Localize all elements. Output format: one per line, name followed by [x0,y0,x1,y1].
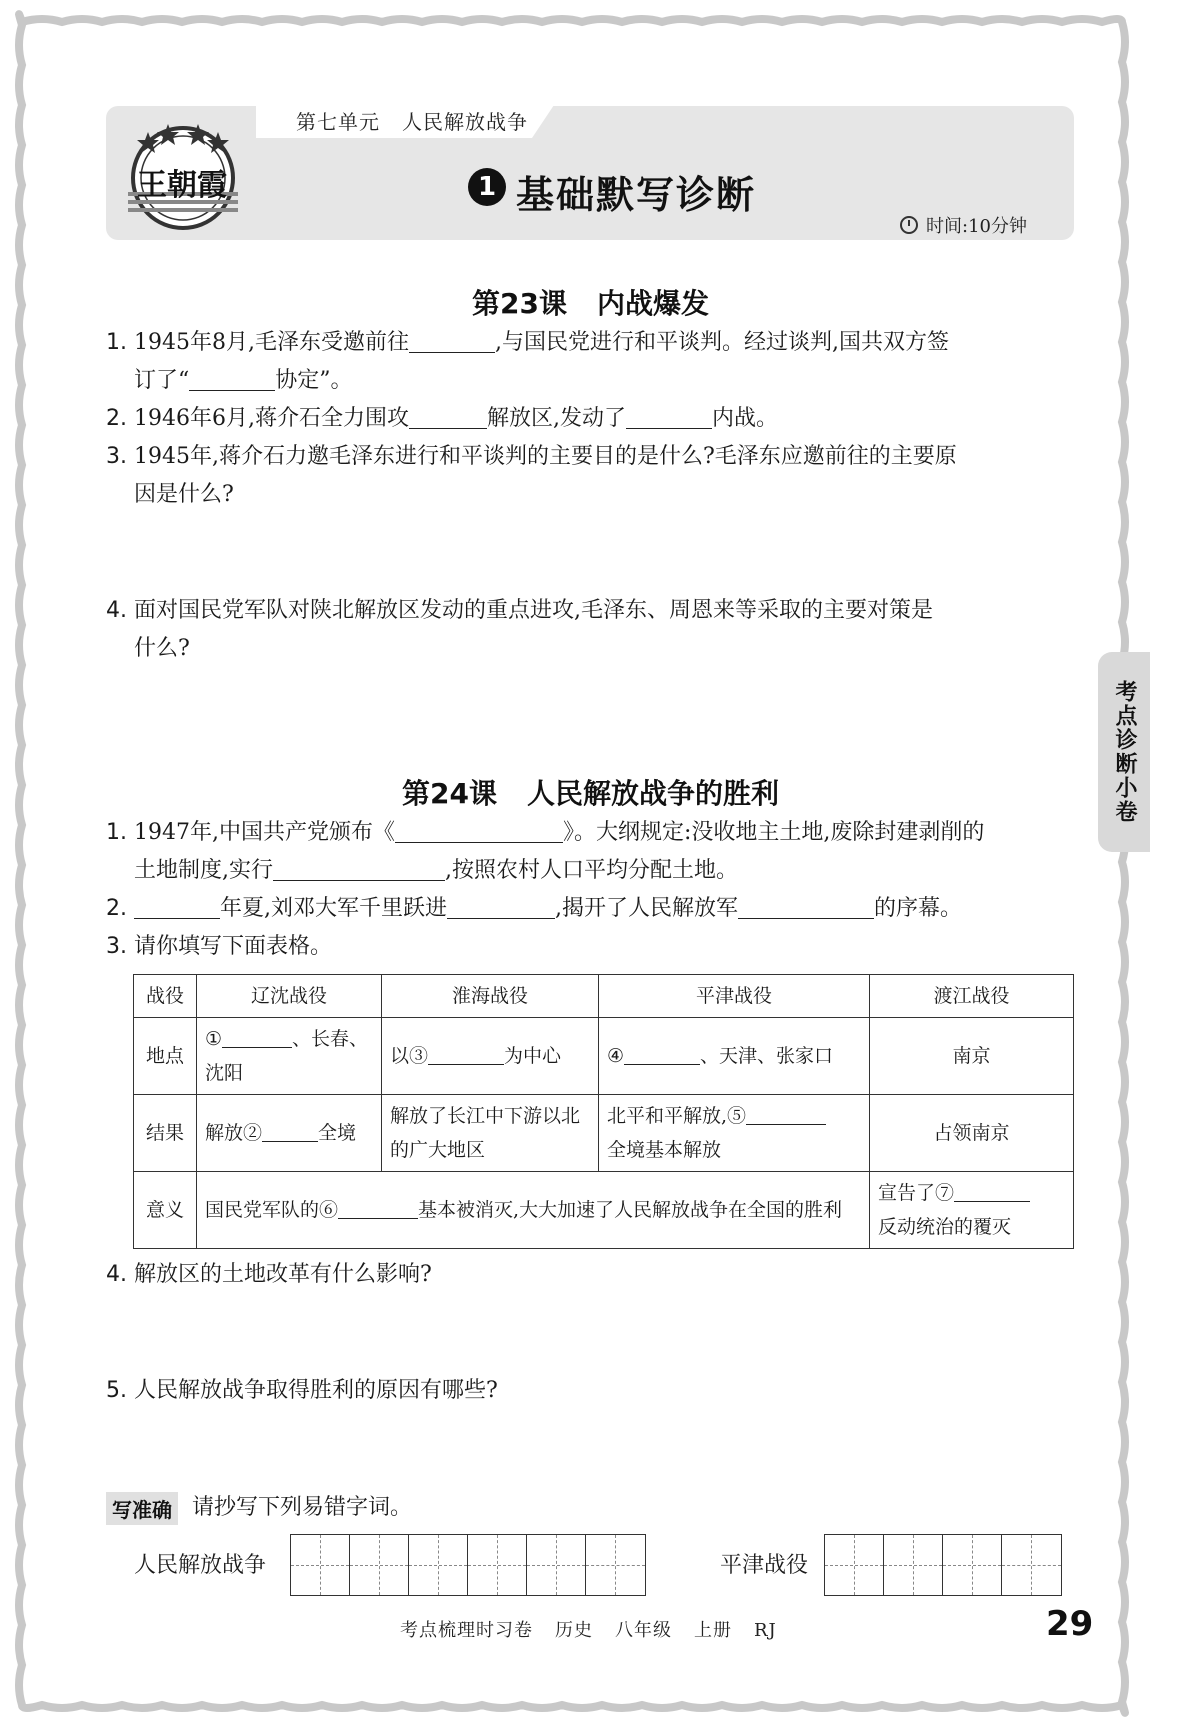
writing-cell[interactable] [350,1535,409,1595]
footer-volume: 上册 [694,1620,732,1641]
answer-blank[interactable] [447,892,555,919]
practice-label: 写准确 [106,1492,178,1525]
question-text: 年夏,刘邓大军千里跃进 [220,896,447,921]
answer-blank[interactable] [409,402,487,429]
question-text: 解放区,发动了 [486,406,626,431]
writing-cell[interactable] [468,1535,527,1595]
writing-cell[interactable] [586,1535,645,1595]
cell-text: 为中心 [504,1045,562,1067]
answer-blank[interactable] [189,364,275,391]
table-cell [197,1172,870,1249]
question-text: 的序幕。 [874,896,963,921]
question-text: 1947年,中国共产党颁布《 [134,820,395,845]
table-row-result [134,1095,1074,1172]
logo-text: 王朝霞 [137,168,227,203]
writing-cell[interactable] [409,1535,468,1595]
time-limit [900,212,1027,238]
table-cell [197,1095,382,1172]
unit-label: 第七单元 [296,110,380,134]
question-text: ,揭开了人民解放军 [555,896,738,921]
lesson-24-number: 第24课 [402,777,497,810]
writing-cell[interactable] [291,1535,350,1595]
table-header-cell: 辽沈战役 [197,975,382,1018]
answer-blank[interactable] [624,1042,700,1065]
practice-word-1: 人民解放战争 [134,1553,267,1578]
answer-blank[interactable] [273,854,445,881]
row-label: 意义 [134,1172,197,1249]
page-footer [400,1616,777,1642]
answer-blank[interactable] [134,892,220,919]
answer-blank[interactable] [954,1179,1030,1202]
l23-question-2 [106,400,1076,438]
question-text: 内战。 [711,406,778,431]
cell-text: 宣告了⑦ [878,1182,955,1204]
time-label: 时间:10分钟 [926,216,1027,237]
l24-question-5 [106,1372,1076,1410]
question-text: ,与国民党进行和平谈判。经过谈判,国共双方签 [494,330,949,355]
cell-text: 沈阳 [205,1062,244,1084]
lesson-24-title [0,772,1181,812]
cell-text: 解放② [205,1122,263,1144]
table-cell [599,1095,870,1172]
answer-blank[interactable] [338,1196,418,1219]
answer-blank[interactable] [626,402,712,429]
table-row-location [134,1018,1074,1095]
cell-text: 以③ [390,1045,429,1067]
l24-question-3 [106,928,1076,966]
answer-blank[interactable] [746,1102,826,1125]
writing-cell[interactable] [527,1535,586,1595]
table-cell [197,1018,382,1095]
practice-instruction: 请抄写下列易错字词。 [192,1495,413,1520]
footer-edition: RJ [754,1620,777,1641]
clock-icon [900,216,918,234]
cell-text: 、天津、张家口 [700,1045,834,1067]
answer-blank[interactable] [222,1025,292,1048]
table-header-cell: 平津战役 [599,975,870,1018]
l24-question-2 [106,890,1076,928]
cell-text: 全境 [318,1122,357,1144]
lesson-24-name: 人民解放战争的胜利 [526,777,779,810]
question-number: 3. [106,444,127,469]
table-row-meaning [134,1172,1074,1249]
question-number: 2. [106,896,127,921]
lesson-23-name: 内战爆发 [596,287,709,320]
table-cell: 南京 [870,1018,1074,1095]
page-number: 29 [1046,1604,1094,1644]
cell-text: 全境基本解放 [607,1139,722,1161]
writing-grid-2[interactable] [824,1534,1062,1596]
table-cell [382,1018,599,1095]
question-number: 1. [106,330,127,355]
l24-question-1 [106,814,1076,890]
question-text: ,按照农村人口平均分配土地。 [445,858,738,883]
table-header-row [134,975,1074,1018]
table-cell [870,1172,1074,1249]
battle-table [133,974,1074,1249]
question-number: 4. [106,598,127,623]
question-text: 》。大纲规定:没收地主土地,废除封建剥削的 [562,820,985,845]
answer-blank[interactable] [738,892,874,919]
writing-cell[interactable] [943,1535,1002,1595]
cell-text: ① [205,1028,223,1050]
table-header-cell: 战役 [134,975,197,1018]
question-number: 2. [106,406,127,431]
question-number: 3. [106,934,127,959]
unit-heading [296,106,528,135]
answer-blank[interactable] [409,326,495,353]
lesson-23-number: 第23课 [472,287,567,320]
l23-question-3 [106,438,1076,514]
section-number-badge: 1 [468,168,506,206]
cell-text: 国民党军队的⑥ [205,1199,339,1221]
writing-cell[interactable] [825,1535,884,1595]
question-text: 请你填写下面表格。 [134,934,333,959]
cell-text: 、长春、 [292,1028,369,1050]
answer-blank[interactable] [262,1119,318,1142]
writing-grid-1[interactable] [290,1534,646,1596]
lesson-23-title [0,282,1181,322]
cell-text: 北平和平解放,⑤ [607,1105,747,1127]
question-text: 协定”。 [275,368,353,393]
footer-book: 考点梳理时习卷 [400,1620,533,1641]
table-header-cell: 淮海战役 [382,975,599,1018]
l23-question-1 [106,324,1076,400]
table-cell: 解放了长江中下游以北的广大地区 [382,1095,599,1172]
cell-text: ④ [607,1045,625,1067]
answer-blank[interactable] [395,816,563,843]
table-cell: 占领南京 [870,1095,1074,1172]
question-text: 面对国民党军队对陕北解放区发动的重点进攻,毛泽东、周恩来等采取的主要对策是 [134,598,933,623]
section-title: 基础默写诊断 [516,173,757,217]
question-text: 什么? [134,636,190,661]
writing-cell[interactable] [884,1535,943,1595]
table-header-cell: 渡江战役 [870,975,1074,1018]
l23-question-4 [106,592,1076,668]
question-number: 4. [106,1262,127,1287]
question-text: 因是什么? [134,482,234,507]
unit-name: 人民解放战争 [402,110,528,134]
row-label: 地点 [134,1018,197,1095]
l24-question-4 [106,1256,1076,1294]
question-text: 订了“ [134,368,190,393]
practice-word-2: 平津战役 [720,1553,809,1578]
writing-cell[interactable] [1002,1535,1061,1595]
cell-text: 基本被消灭,大大加速了人民解放战争在全国的胜利 [418,1199,843,1221]
answer-blank[interactable] [428,1042,504,1065]
side-tab-label: 考点诊断小卷 [1098,652,1150,852]
row-label: 结果 [134,1095,197,1172]
question-number: 1. [106,820,127,845]
table-cell [599,1018,870,1095]
footer-subject: 历史 [555,1620,593,1641]
question-text: 1945年,蒋介石力邀毛泽东进行和平谈判的主要目的是什么?毛泽东应邀前往的主要原 [134,444,957,469]
cell-text: 反动统治的覆灭 [878,1216,1012,1238]
question-text: 人民解放战争取得胜利的原因有哪些? [134,1378,498,1403]
footer-grade: 八年级 [615,1620,672,1641]
question-text: 1945年8月,毛泽东受邀前往 [134,330,409,355]
question-text: 土地制度,实行 [134,858,273,883]
question-text: 解放区的土地改革有什么影响? [134,1262,432,1287]
question-text: 1946年6月,蒋介石全力围攻 [134,406,409,431]
question-number: 5. [106,1378,127,1403]
